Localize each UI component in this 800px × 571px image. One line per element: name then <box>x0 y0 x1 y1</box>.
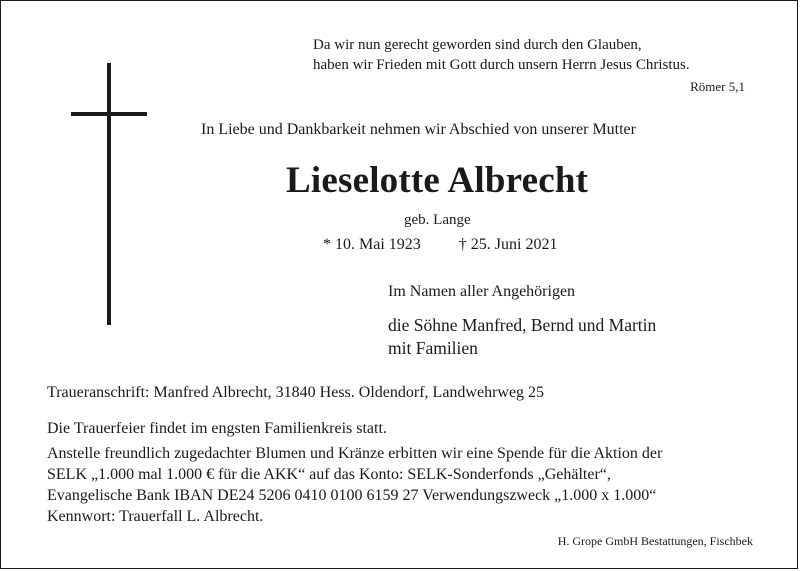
donation-line-1: Anstelle freundlich zugedachter Blumen und Kränze erbitten wir eine Spende für die Aktion der <box>47 445 663 462</box>
ceremony-text: Die Trauerfeier findet im engsten Familienkreis statt. <box>47 420 387 437</box>
donation-line-4: Kennwort: Trauerfall L. Albrecht. <box>47 508 264 525</box>
mourners <box>388 314 656 360</box>
donation-text <box>47 443 662 527</box>
cross-vertical-bar <box>107 63 111 325</box>
mourning-address: Traueranschrift: Manfred Albrecht, 31840 Hess. Oldendorf, Landwehrweg 25 <box>47 384 545 401</box>
mourners-line-2: mit Familien <box>388 338 478 358</box>
bible-verse-reference: Römer 5,1 <box>690 79 745 94</box>
mourners-intro: Im Namen aller Angehörigen <box>388 283 576 300</box>
donation-line-2: SELK „1.000 mal 1.000 € für die AKK“ auf das Konto: SELK-Sonderfonds „Gehälter“, <box>47 466 611 483</box>
deceased-name: Lieselotte Albrecht <box>286 160 589 201</box>
death-date: † 25. Juni 2021 <box>458 236 558 253</box>
undertaker-credit: H. Grope GmbH Bestattungen, Fischbek <box>557 534 753 548</box>
birth-date: * 10. Mai 1923 <box>323 236 421 253</box>
farewell-intro: In Liebe und Dankbarkeit nehmen wir Abschied von unserer Mutter <box>201 121 636 138</box>
maiden-name: geb. Lange <box>404 212 471 228</box>
donation-line-3: Evangelische Bank IBAN DE24 5206 0410 0100 6159 27 Verwendungszweck „1.000 x 1.000“ <box>47 487 657 504</box>
bible-verse-line-2: haben wir Frieden mit Gott durch unsern Herrn Jesus Christus. <box>313 57 690 73</box>
bible-verse-line-1: Da wir nun gerecht geworden sind durch den Glauben, <box>313 37 642 53</box>
bible-verse <box>313 35 690 75</box>
notice-body <box>47 418 662 527</box>
life-dates <box>323 236 557 254</box>
mourners-line-1: die Söhne Manfred, Bernd und Martin <box>388 315 657 335</box>
cross-horizontal-bar <box>71 112 147 116</box>
